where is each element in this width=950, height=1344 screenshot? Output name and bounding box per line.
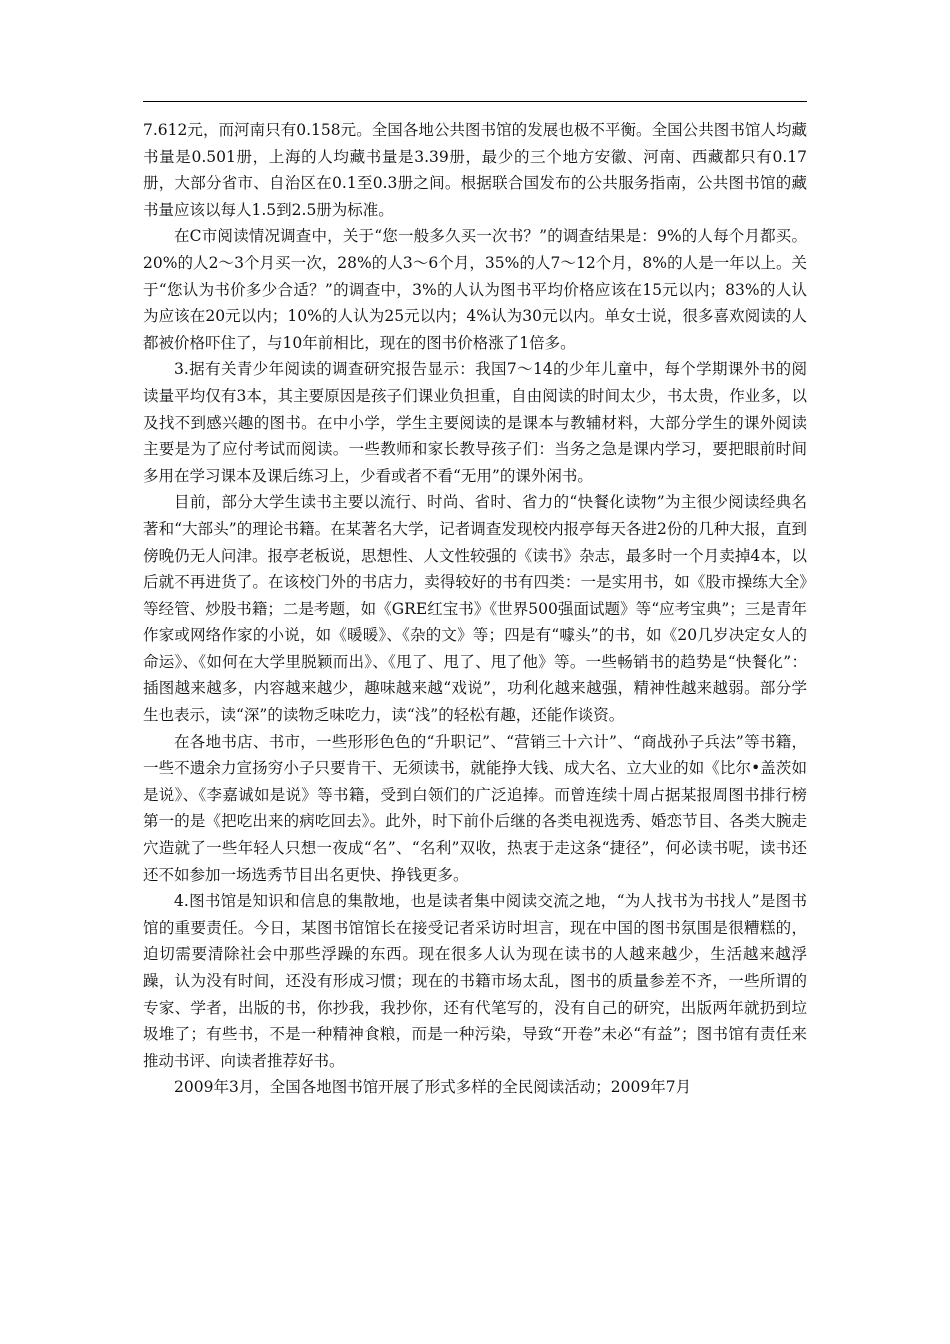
paragraph-2: 在C市阅读情况调查中，关于“您一般多久买一次书？”的调查结果是：9%的人每个月都买。20%的人2～3个月买一次，28%的人3～6个月，35%的人7～12个月，8%的人是一年以上。关于“您认为书价多少合适？”的调查中，3%的人认为图书平均价格应该在15元以内；83%的人认为应该在20元以内；10%的人认为25元以内；4%认为30元以内。单女士说，很多喜欢阅读的人都被价格吓住了，与10年前相比，现在的图书价格涨了1倍多。 — [143, 227, 807, 352]
paragraph-3: 3.据有关青少年阅读的调查研究报告显示：我国7～14的少年儿童中，每个学期课外书的阅读量平均仅有3本，其主要原因是孩子们课业负担重，自由阅读的时间太少，书太贵，作业多，以及找不到感兴趣的图书。在中小学，学生主要阅读的是课本与教辅材料，大部分学生的课外阅读主要是为了应付考试而阅读。一些教师和家长教导孩子们：当务之急是课内学习，要把眼前时间多用在学习课本及课后练习上，少看或者不看“无用”的课外闲书。 — [143, 360, 807, 485]
paragraph-6: 4.图书馆是知识和信息的集散地，也是读者集中阅读交流之地，“为人找书为书找人”是图书馆的重要责任。今日，某图书馆馆长在接受记者采访时坦言，现在中国的图书氛围是很糟糕的，迫切需要清除社会中那些浮躁的东西。现在很多人认为现在读书的人越来越少，生活越来越浮躁，认为没有时间，还没有形成习惯；现在的书籍市场太乱，图书的质量参差不齐，一些所谓的专家、学者，出版的书，你抄我，我抄你，还有代笔写的，没有自己的研究，出版两年就扔到垃圾堆了；有些书，不是一种精神食粮，而是一种污染，导致“开卷”未必“有益”；图书馆有责任来推动书评、向读者推荐好书。 — [143, 892, 807, 1070]
paragraph-7: 2009年3月，全国各地图书馆开展了形式多样的全民阅读活动；2009年7月 — [174, 1078, 692, 1097]
header-rule — [143, 101, 807, 102]
paragraph-4: 目前，部分大学生读书主要以流行、时尚、省时、省力的“快餐化读物”为主很少阅读经典名著和“大部头”的理论书籍。在某著名大学，记者调查发现校内报亭每天各进2份的几种大报，直到傍晚仍无人问津。报亭老板说，思想性、人文性较强的《读书》杂志，最多时一个月卖掉4本，以后就不再进货了。在该校门外的书店力，卖得较好的书有四类：一是实用书，如《股市操练大全》等经管、炒股书籍；二是考题，如《GRE红宝书》《世界500强面试题》等“应考宝典”；三是青年作家或网络作家的小说，如《暖暖》、《杂的文》等；四是有“噱头”的书，如《20几岁决定女人的命运》、《如何在大学里脱颖而出》、《甩了、甩了、甩了他》等。一些畅销书的趋势是“快餐化”：插图越来越多，内容越来越少，趣味越来越“戏说”，功利化越来越强，精神性越来越弱。部分学生也表示，读“深”的读物乏味吃力，读“浅”的轻松有趣，还能作谈资。 — [143, 493, 807, 725]
body-text — [143, 117, 807, 1101]
paragraph-1: 7.612元，而河南只有0.158元。全国各地公共图书馆的发展也极不平衡。全国公共图书馆人均藏书量是0.501册，上海的人均藏书量是3.39册，最少的三个地方安徽、河南、西藏都只有0.17册，大部分省市、自治区在0.1至0.3册之间。根据联合国发布的公共服务指南，公共图书馆的藏书量应该以每人1.5到2.5册为标准。 — [143, 121, 807, 219]
paragraph-5: 在各地书店、书市，一些形形色色的“升职记”、“营销三十六计”、“商战孙子兵法”等书籍，一些不遗余力宣扬穷小子只要肯干、无须读书，就能挣大钱、成大名、立大业的如《比尔•盖茨如是说》、《李嘉诚如是说》等书籍，受到白领们的广泛追捧。而曾连续十周占据某报周图书排行榜第一的是《把吃出来的病吃回去》。此外，时下前仆后继的各类电视选秀、婚恋节目、各类大腕走穴造就了一些年轻人只想一夜成“名”、“名利”双收，热衷于走这条“捷径”，何必读书呢，读书还还不如参加一场选秀节目出名更快、挣钱更多。 — [143, 732, 807, 884]
